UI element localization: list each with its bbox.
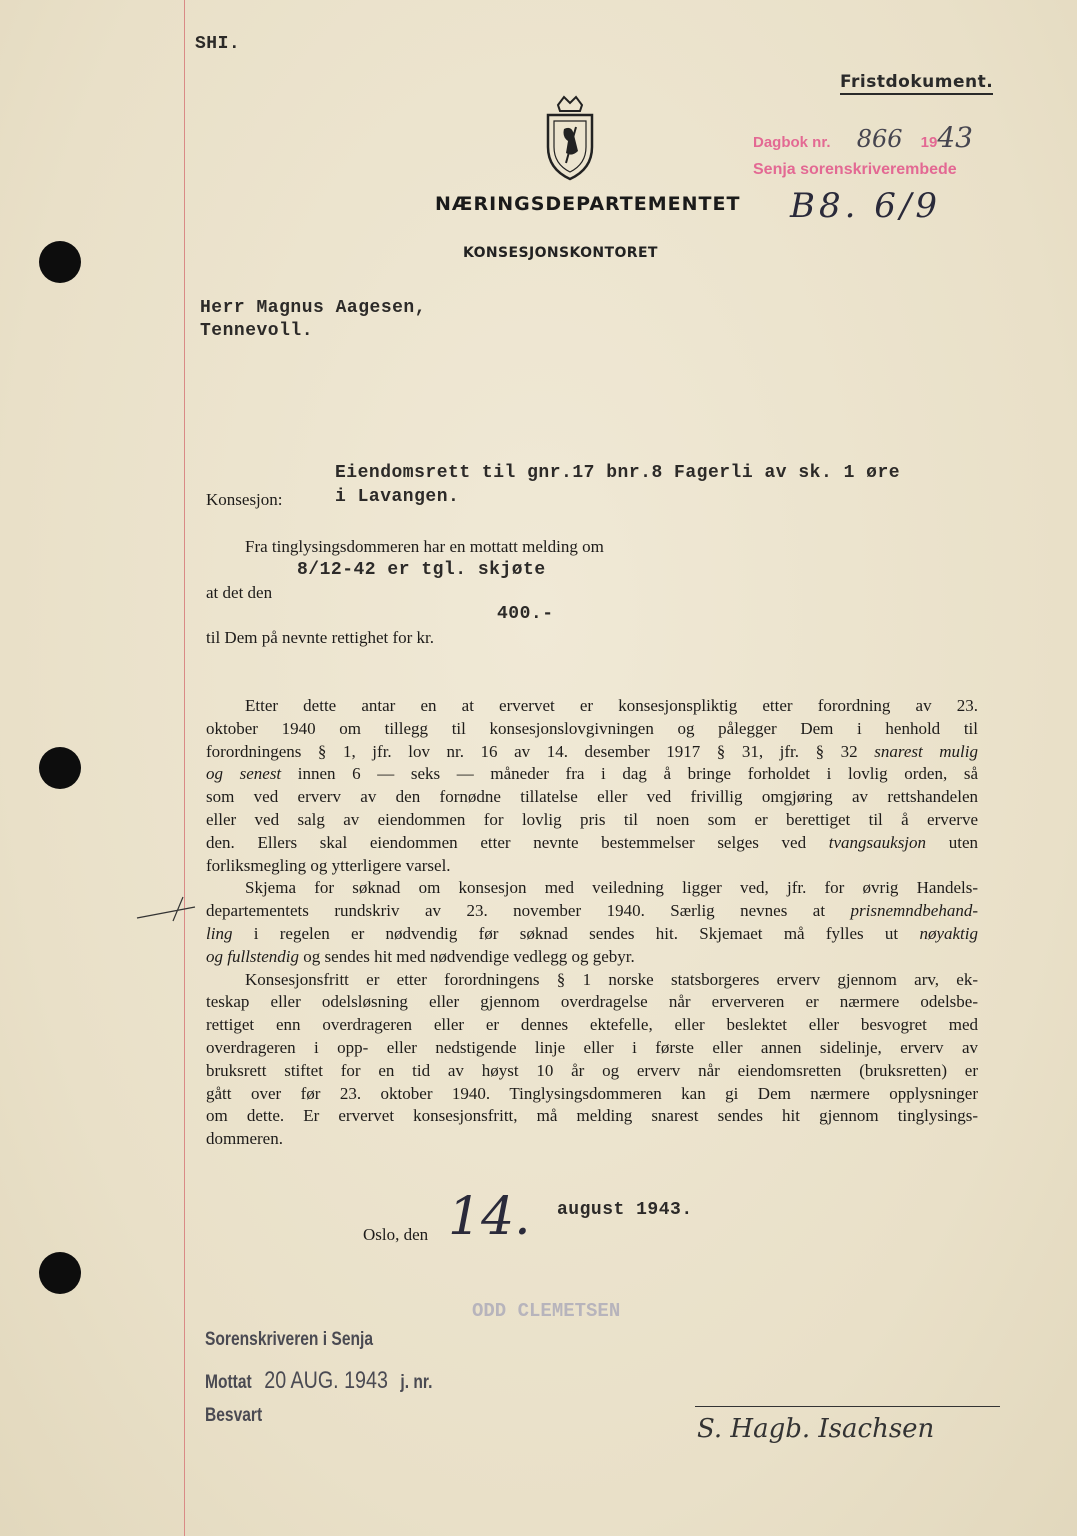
body-line xyxy=(206,741,978,764)
name-stamp: ODD CLEMETSEN xyxy=(472,1300,621,1322)
body-text-segment: Skjema for søknad om konsesjon med veiledning ligger ved, jfr. for øvrig Handels- xyxy=(245,878,978,898)
body-text-segment: i regelen er nødvendig før søknad sendes hit. Skjemaet må fylles ut xyxy=(232,923,920,943)
received-stamp-line1: Sorenskriveren i Senja xyxy=(205,1329,374,1350)
signature-line xyxy=(695,1406,1000,1407)
margin-line xyxy=(184,0,185,1536)
emphasis-text: prisnemndbehand- xyxy=(850,901,978,921)
notice-intro: Fra tinglysingsdommeren har en mottatt melding om xyxy=(245,537,604,556)
body-line xyxy=(206,1105,978,1128)
place-date-label: Oslo, den xyxy=(363,1225,429,1244)
body-line xyxy=(206,718,978,741)
document-type: Fristdokument. xyxy=(840,72,993,95)
body-text-segment: forordningens § 1, jfr. lov nr. 16 av 14. desember 1917 § 31, jfr. § 32 xyxy=(206,741,875,761)
body-text-segment: gått over før 23. oktober 1940. Tinglysingsdommeren kan gi Dem nærmere opplysninger xyxy=(206,1083,978,1103)
signature: S. Hagb. Isachsen xyxy=(697,1414,935,1444)
received-stamp-line3: Besvart xyxy=(205,1405,263,1426)
body-line xyxy=(206,695,978,718)
concession-line1: Eiendomsrett til gnr.17 bnr.8 Fagerli av sk. 1 øre xyxy=(335,463,901,483)
body-text-segment: innen 6 — seks — måneder fra i dag å bringe forholdet i lovlig orden, så xyxy=(281,764,978,784)
addressee-name: Herr Magnus Aagesen, xyxy=(200,298,427,318)
body-line xyxy=(206,809,978,832)
journal-number: 866 xyxy=(856,125,903,153)
body-line xyxy=(206,1037,978,1060)
body-text-segment: oktober 1940 om tillegg til konsesjonslovgivningen og pålegger Dem i henhold til xyxy=(206,718,978,738)
body-line xyxy=(206,900,978,923)
body-line xyxy=(206,1083,978,1106)
received-label: Mottat xyxy=(205,1372,252,1393)
body-line xyxy=(206,786,978,809)
handwritten-day: 14. xyxy=(448,1187,531,1247)
journal-number-label: j. nr. xyxy=(400,1372,433,1393)
month-year: august 1943. xyxy=(557,1200,693,1220)
handwritten-note: B8. 6/9 xyxy=(790,186,941,226)
emphasis-text: og fullstendig xyxy=(206,946,300,966)
punch-hole xyxy=(39,1252,81,1294)
body-text-segment: som ved erverv av den fornødne tillatelse eller ved frivillig omgjøring av rettshandelen xyxy=(206,787,978,807)
body-text-segment: uten xyxy=(926,832,978,852)
body-line xyxy=(206,855,978,878)
addressee-place: Tennevoll. xyxy=(200,321,314,341)
concession-line2: i Lavangen. xyxy=(335,487,460,507)
body-text-segment: dommeren. xyxy=(206,1129,283,1149)
emphasis-text: ling xyxy=(206,923,233,943)
notice-amount-label: til Dem på nevnte rettighet for kr. xyxy=(206,628,435,647)
body-text-segment: Konsesjonsfritt er etter forordningens § 1 norske statsborgeres erverv gjennom arv, ek- xyxy=(245,969,978,989)
body-text-segment: og sendes hit med nødvendige vedlegg og gebyr. xyxy=(299,946,635,966)
received-stamp-line2 xyxy=(205,1366,432,1398)
journal-stamp-line2: Senja sorenskriverembede xyxy=(753,161,957,178)
journal-year-suffix: 43 xyxy=(937,121,973,154)
coat-of-arms-icon xyxy=(544,95,596,181)
body-line xyxy=(206,832,978,855)
body-text-segment: Etter dette antar en at ervervet er konsesjonspliktig etter forordning av 23. xyxy=(245,696,978,715)
emphasis-text: nøyaktig xyxy=(919,923,978,943)
punch-hole xyxy=(39,241,81,283)
journal-label: Dagbok nr. xyxy=(753,134,831,151)
body-line xyxy=(206,991,978,1014)
notice-date-label: at det den xyxy=(206,583,273,602)
notice-date-value: 8/12-42 er tgl. skjøte xyxy=(297,560,546,580)
notice-amount-value: 400.- xyxy=(497,604,554,624)
reference-code: SHI. xyxy=(195,34,241,54)
body-text-segment: om dette. Er ervervet konsesjonsfritt, må melding snarest sendes hit gjennom tinglysings- xyxy=(206,1106,978,1126)
body-text-segment: forliksmegling og ytterligere varsel. xyxy=(206,855,451,875)
office-name: KONSESJONSKONTORET xyxy=(463,245,658,261)
journal-stamp-line1 xyxy=(753,122,973,156)
body-line xyxy=(206,923,978,946)
body-line xyxy=(206,946,978,969)
emphasis-text: snarest mulig xyxy=(874,741,978,761)
emphasis-text: og senest xyxy=(206,764,282,784)
emphasis-text: tvangsauksjon xyxy=(828,832,927,852)
body-text-segment: rettiget enn overdrageren eller er dennes ektefelle, eller beslektet eller besvogret med xyxy=(206,1015,978,1035)
margin-pen-mark xyxy=(135,893,205,923)
ministry-name: NÆRINGSDEPARTEMENTET xyxy=(435,193,741,215)
body-text xyxy=(206,695,978,1151)
received-date: 20 AUG. 1943 xyxy=(264,1367,388,1394)
body-text-segment: den. Ellers skal eiendommen etter nevnte bestemmelser selges ved xyxy=(206,832,829,852)
punch-hole xyxy=(39,747,81,789)
body-line xyxy=(206,1014,978,1037)
body-text-segment: departementets rundskriv av 23. november 1940. Særlig nevnes at xyxy=(206,901,851,921)
body-line xyxy=(206,969,978,992)
body-text-segment: bruksrett stiftet for en tid av høyst 10 år og erverv når eiendomsretten (bruksretten) er xyxy=(206,1060,978,1080)
body-line xyxy=(206,1128,978,1151)
body-line xyxy=(206,1060,978,1083)
body-line xyxy=(206,763,978,786)
journal-year-prefix: 19 xyxy=(920,134,938,151)
body-text-segment: teskap eller odelsløsning eller gjennom overdragelse når erververen er nærmere odelsbe- xyxy=(206,992,978,1012)
body-line xyxy=(206,877,978,900)
concession-label: Konsesjon: xyxy=(206,490,283,509)
body-text-segment: overdrageren i opp- eller nedstigende linje eller i første eller annen sidelinje, erverv av xyxy=(206,1037,978,1057)
body-text-segment: eller ved salg av eiendommen for lovlig pris til noen som er berettiget til å erverve xyxy=(206,809,978,829)
